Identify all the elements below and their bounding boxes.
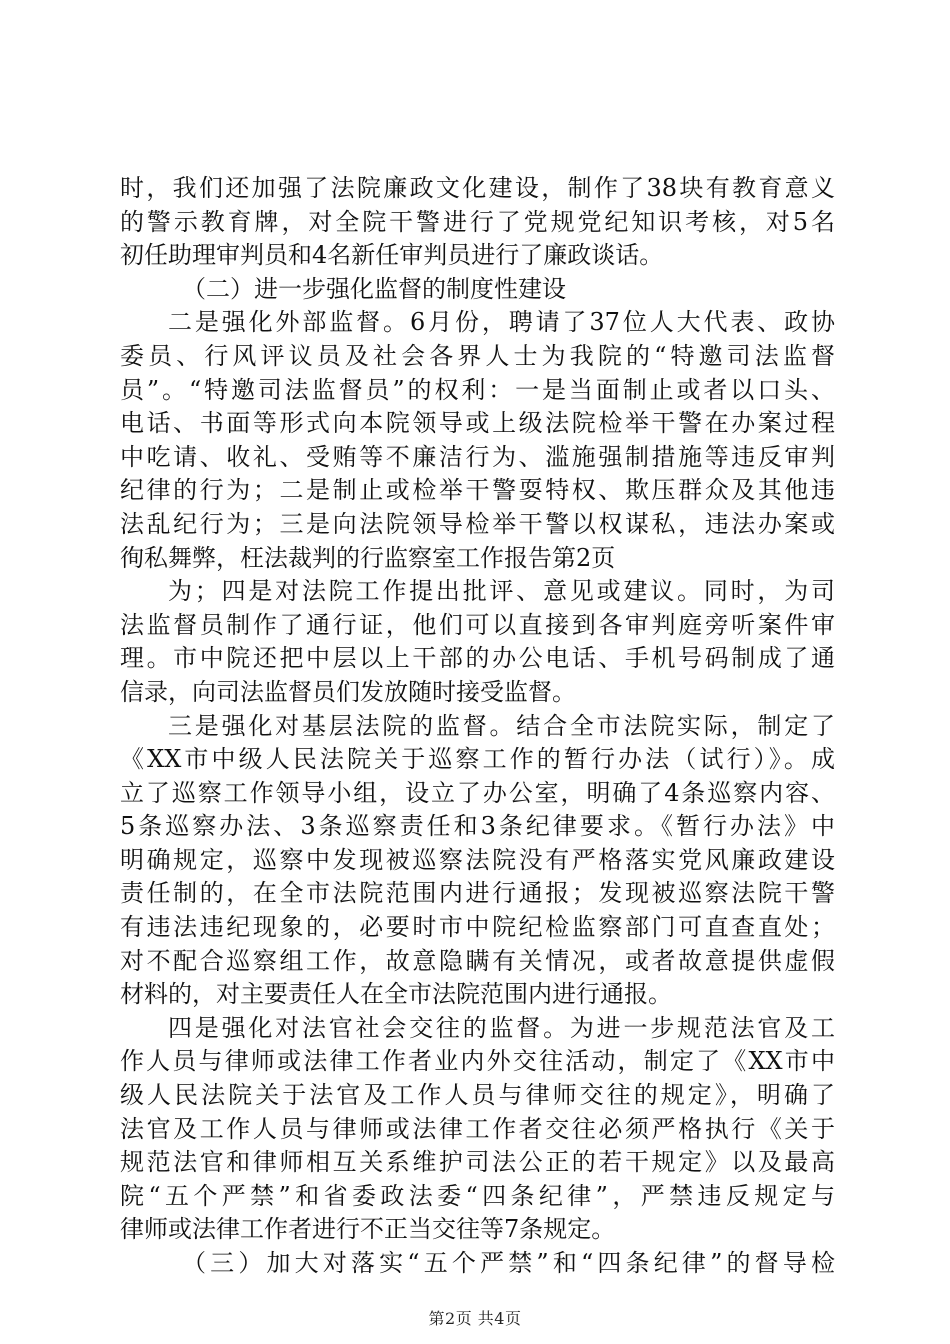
text-line: 四是强化对法官社会交往的监督。为进一步规范法官及工	[168, 1013, 835, 1042]
text-line: 三是强化对基层法院的监督。结合全市法院实际，制定了	[168, 711, 835, 740]
text-line: 材料的，对主要责任人在全市法院范围内进行通报。	[120, 980, 672, 1009]
text-line: 律师或法律工作者进行不正当交往等7条规定。	[120, 1215, 616, 1244]
text-line: 为；四是对法院工作提出批评、意见或建议。同时，为司	[168, 577, 835, 606]
text-line: 二是强化外部监督。6月份，聘请了37位人大代表、政协	[168, 308, 835, 337]
section-heading: （二）进一步强化监督的制度性建设	[182, 274, 566, 303]
text-line: 的警示教育牌，对全院干警进行了党规党纪知识考核，对5名	[120, 207, 835, 236]
text-line: 员”。“特邀司法监督员”的权利：一是当面制止或者以口头、	[120, 375, 835, 404]
document-body	[120, 172, 835, 1281]
text-line: 电话、书面等形式向本院领导或上级法院检举干警在办案过程	[120, 409, 835, 438]
text-line: 徇私舞弊，枉法裁判的行监察室工作报告第2页	[120, 543, 616, 572]
text-line: 院“五个严禁”和省委政法委“四条纪律”，严禁违反规定与	[120, 1181, 835, 1210]
text-line: 责任制的，在全市法院范围内进行通报；发现被巡察法院干警	[120, 879, 835, 908]
text-line: 信录，向司法监督员们发放随时接受监督。	[120, 677, 576, 706]
text-line: 委员、行风评议员及社会各界人士为我院的“特邀司法监督	[120, 341, 835, 370]
text-line: 初任助理审判员和4名新任审判员进行了廉政谈话。	[120, 241, 664, 270]
text-line: 时，我们还加强了法院廉政文化建设，制作了38块有教育意义	[120, 174, 835, 202]
text-line: 法监督员制作了通行证，他们可以直接到各审判庭旁听案件审	[120, 610, 835, 639]
text-line: 有违法违纪现象的，必要时市中院纪检监察部门可直查直处；	[120, 913, 835, 942]
text-line: 级人民法院关于法官及工作人员与律师交往的规定》，明确了	[120, 1081, 835, 1110]
text-line: 纪律的行为；二是制止或检举干警耍特权、欺压群众及其他违	[120, 476, 835, 505]
text-line: 中吃请、收礼、受贿等不廉洁行为、滥施强制措施等违反审判	[120, 442, 835, 471]
text-line: 5条巡察办法、3条巡察责任和3条纪律要求。《暂行办法》中	[120, 812, 835, 841]
text-line: 理。市中院还把中层以上干部的办公电话、手机号码制成了通	[120, 644, 835, 673]
text-line: 立了巡察工作领导小组，设立了办公室，明确了4条巡察内容、	[120, 778, 835, 807]
text-line: 作人员与律师或法律工作者业内外交往活动，制定了《XX市中	[120, 1047, 835, 1076]
text-line: 法乱纪行为；三是向法院领导检举干警以权谋私，违法办案或	[120, 509, 835, 538]
text-line: 对不配合巡察组工作，故意隐瞒有关情况，或者故意提供虚假	[120, 946, 835, 975]
text-line: 法官及工作人员与律师或法律工作者交往必须严格执行《关于	[120, 1114, 835, 1143]
page-footer: 第2页 共4页	[428, 1309, 522, 1328]
text-line: 《XX市中级人民法院关于巡察工作的暂行办法（试行）》。成	[120, 745, 835, 774]
section-heading: （三）加大对落实“五个严禁”和“四条纪律”的督导检	[182, 1249, 835, 1277]
text-line: 明确规定，巡察中发现被巡察法院没有严格落实党风廉政建设	[120, 845, 835, 874]
text-line: 规范法官和律师相互关系维护司法公正的若干规定》以及最高	[120, 1148, 835, 1177]
